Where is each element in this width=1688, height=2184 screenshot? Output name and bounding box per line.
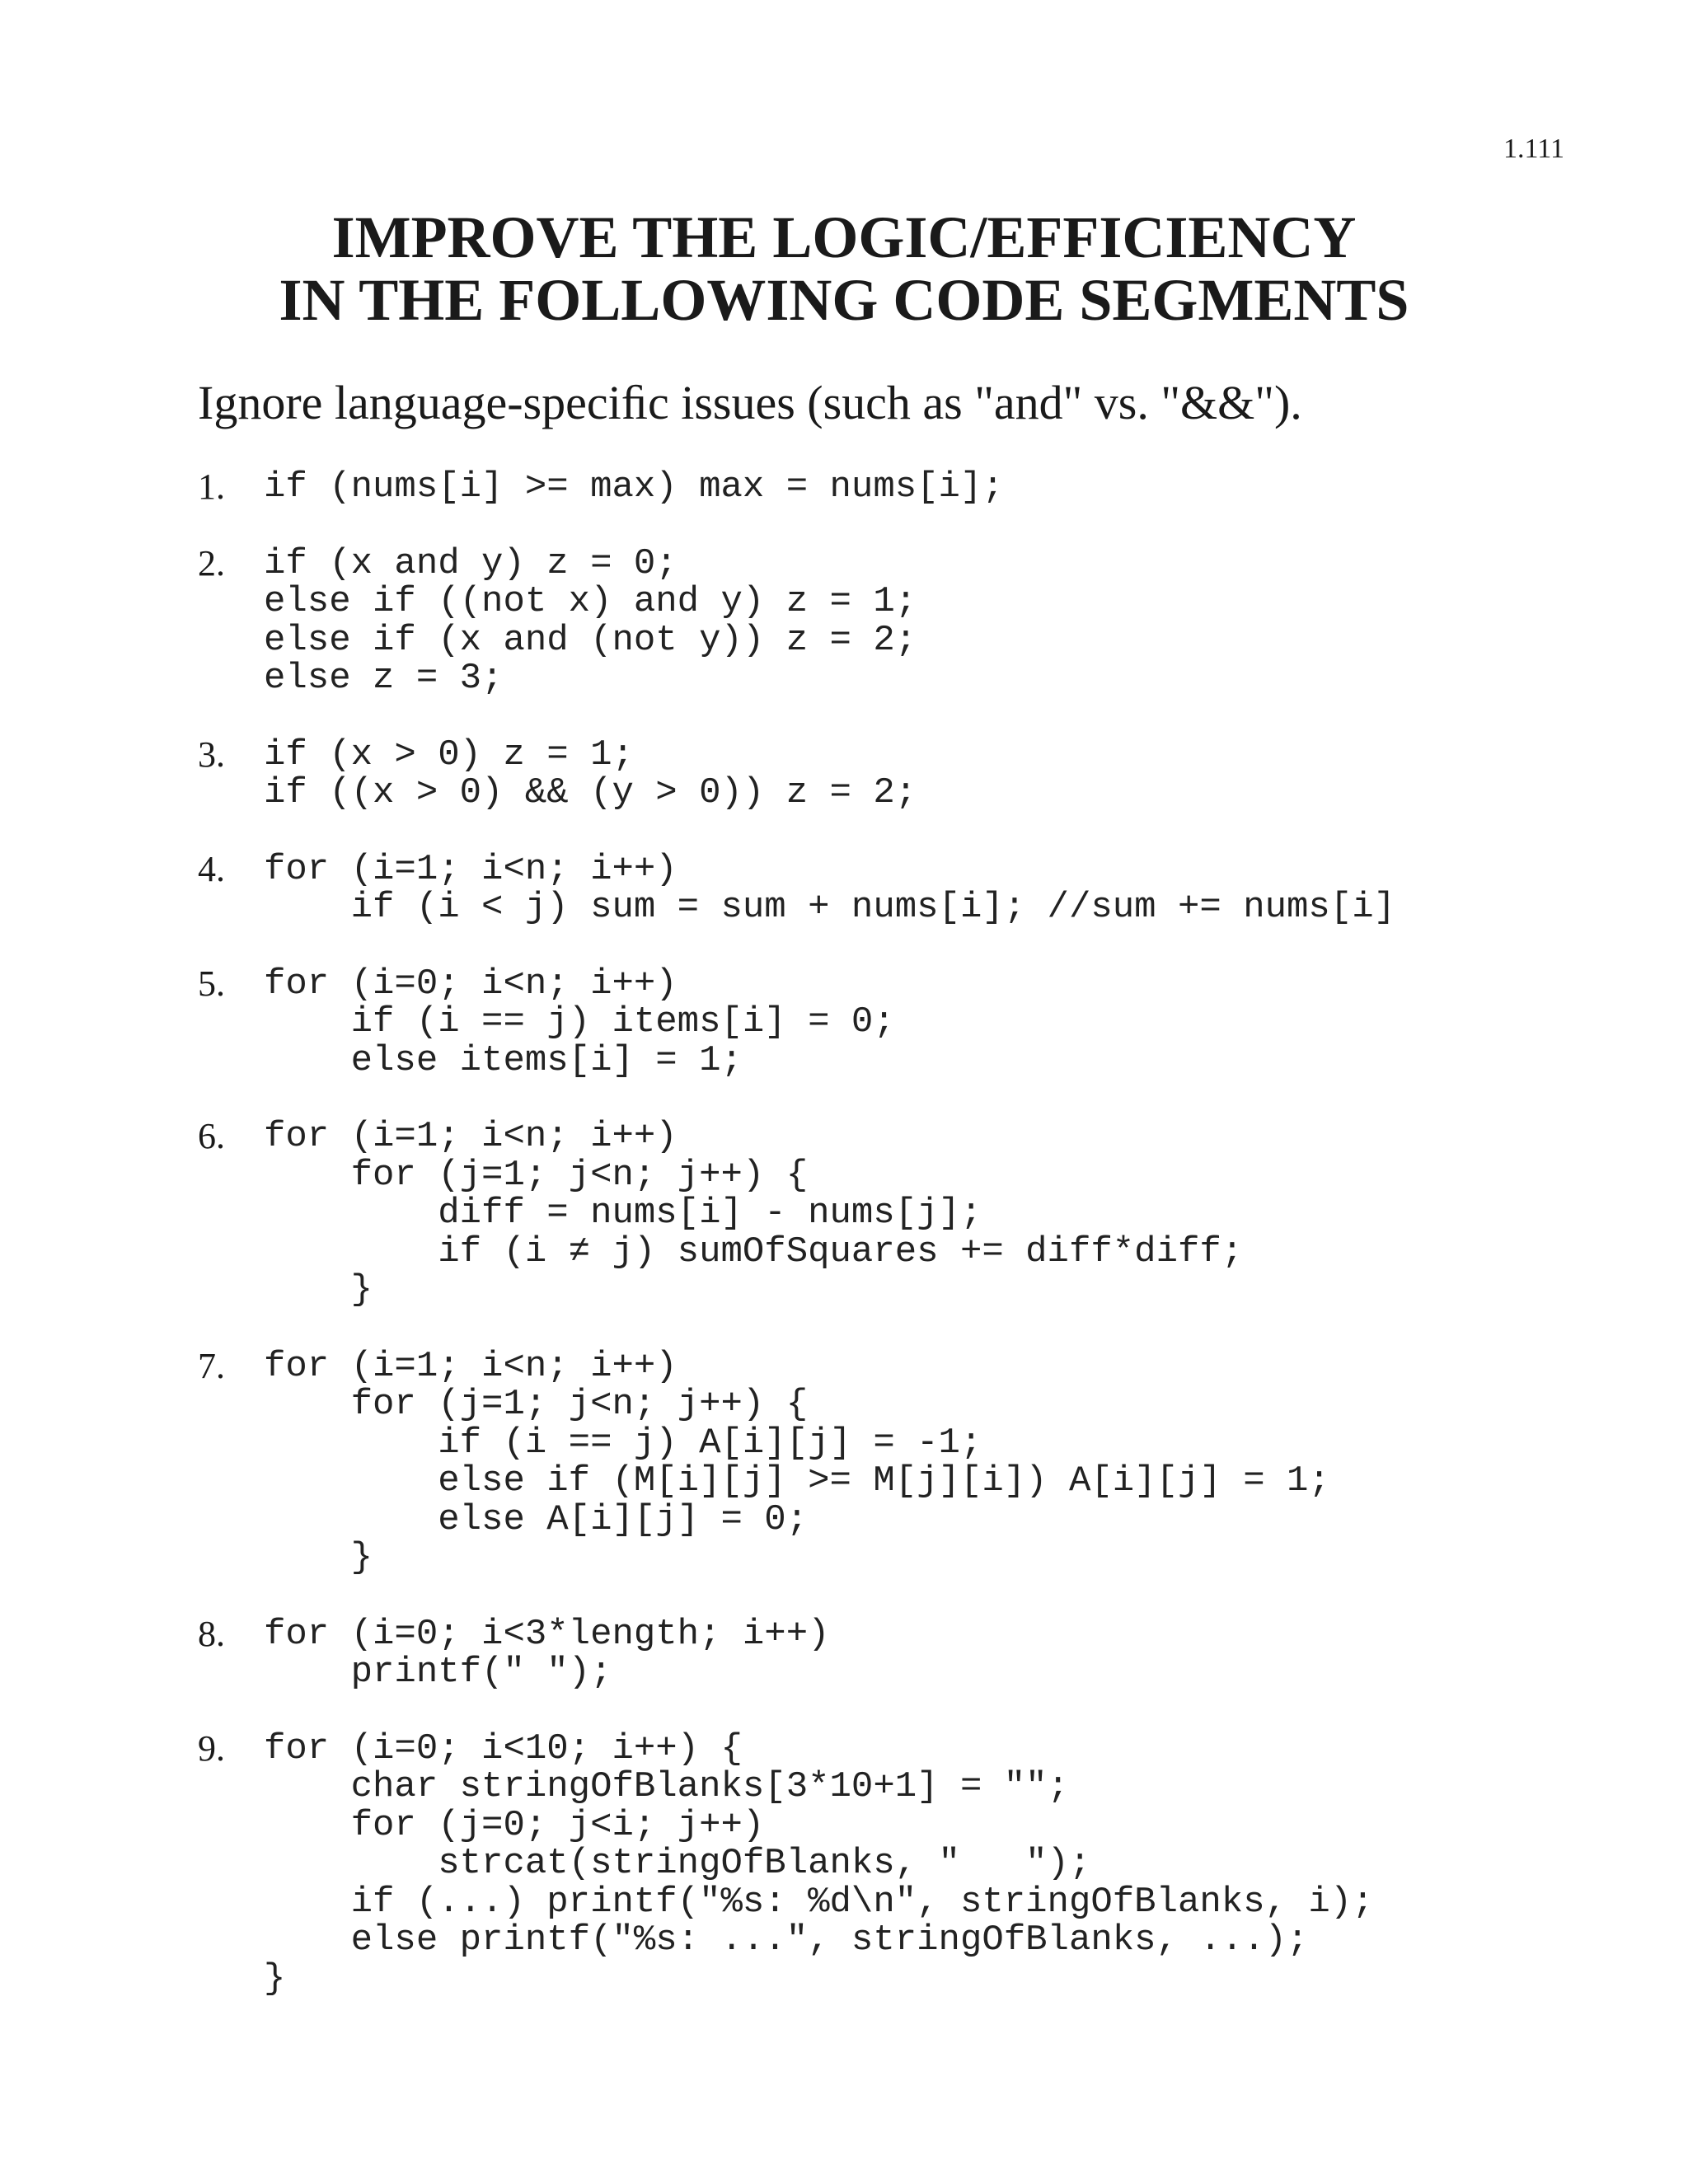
code-block — [264, 1347, 1395, 1577]
problem-4 — [198, 848, 1396, 928]
code-line: for (i=0; i<n; i++) — [264, 963, 678, 1005]
code-line: if (x and y) z = 0; — [264, 542, 678, 584]
title-line-1: IMPROVE THE LOGIC/EFFICIENCY — [331, 204, 1357, 270]
code-line: } — [264, 1537, 373, 1578]
code-line: strcat(stringOfBlanks, " "); — [264, 1843, 1091, 1884]
problem-7 — [198, 1347, 1395, 1577]
code-block — [264, 1727, 1395, 1999]
problem-3 — [198, 733, 1395, 813]
code-line: if ((x > 0) && (y > 0)) z = 2; — [264, 772, 917, 813]
code-line: else A[i][j] = 0; — [264, 1498, 809, 1540]
code-block — [264, 1118, 1395, 1310]
code-line: if (i < j) sum = sum + nums[i]; //sum += nums[i] — [264, 887, 1396, 928]
code-line: if (...) printf("%s: %d\n", stringOfBlanks, i); — [264, 1881, 1374, 1923]
code-line: } — [264, 1957, 286, 1999]
problem-number: 8. — [198, 1613, 225, 1654]
title-line-2: IN THE FOLLOWING CODE SEGMENTS — [279, 267, 1409, 333]
code-line: for (i=0; i<10; i++) { — [264, 1727, 743, 1769]
problem-5 — [198, 965, 1395, 1080]
page-title — [0, 206, 1688, 331]
code-block — [264, 542, 1395, 699]
code-line: for (j=1; j<n; j++) { — [264, 1154, 809, 1196]
code-line: if (nums[i] >= max) max = nums[i]; — [264, 466, 1004, 508]
code-line: if (i ≠ j) sumOfSquares += diff*diff; — [264, 1230, 1244, 1272]
code-block — [264, 468, 1395, 507]
code-line: else items[i] = 1; — [264, 1039, 743, 1081]
code-line: for (i=1; i<n; i++) — [264, 1345, 678, 1387]
code-line: if (x > 0) z = 1; — [264, 733, 634, 776]
problem-number: 4. — [198, 848, 225, 889]
code-line: else if (M[i][j] >= M[j][i]) A[i][j] = 1; — [264, 1460, 1330, 1502]
code-block — [264, 965, 1395, 1080]
instructions: Ignore language-speciﬁc issues (such as "and" vs. "&&"). — [198, 376, 1302, 429]
code-line: printf(" "); — [264, 1652, 612, 1693]
code-line: for (i=1; i<n; i++) — [264, 1116, 678, 1157]
problem-number: 7. — [198, 1345, 225, 1386]
code-line: else printf("%s: ...", stringOfBlanks, ...); — [264, 1919, 1309, 1961]
code-line: for (j=1; j<n; j++) { — [264, 1384, 809, 1425]
code-line: if (i == j) items[i] = 0; — [264, 1001, 895, 1043]
problem-number: 9. — [198, 1727, 225, 1769]
problem-number: 1. — [198, 466, 225, 507]
code-line: diff = nums[i] - nums[j]; — [264, 1193, 982, 1234]
problem-9 — [198, 1727, 1395, 1999]
code-block — [264, 848, 1396, 928]
code-line: char stringOfBlanks[3*10+1] = ""; — [264, 1766, 1069, 1807]
code-line: else z = 3; — [264, 658, 504, 699]
problem-number: 2. — [198, 542, 225, 583]
code-line: else if (x and (not y)) z = 2; — [264, 619, 917, 661]
problem-number: 3. — [198, 733, 225, 775]
problem-8 — [198, 1615, 1395, 1692]
page-number: 1.111 — [1503, 134, 1564, 164]
code-line: else if ((not x) and y) z = 1; — [264, 581, 917, 622]
problem-number: 5. — [198, 963, 225, 1004]
problem-number: 6. — [198, 1116, 225, 1156]
code-line: for (j=0; j<i; j++) — [264, 1804, 765, 1846]
problem-list — [198, 468, 1395, 1998]
code-line: } — [264, 1269, 373, 1310]
problem-1 — [198, 468, 1395, 507]
code-block — [264, 733, 1395, 813]
code-line: for (i=0; i<3*length; i++) — [264, 1613, 830, 1655]
code-line: if (i == j) A[i][j] = -1; — [264, 1422, 982, 1464]
code-line: for (i=1; i<n; i++) — [264, 848, 678, 890]
code-block — [264, 1615, 1395, 1692]
problem-2 — [198, 542, 1395, 699]
problem-6 — [198, 1118, 1395, 1310]
